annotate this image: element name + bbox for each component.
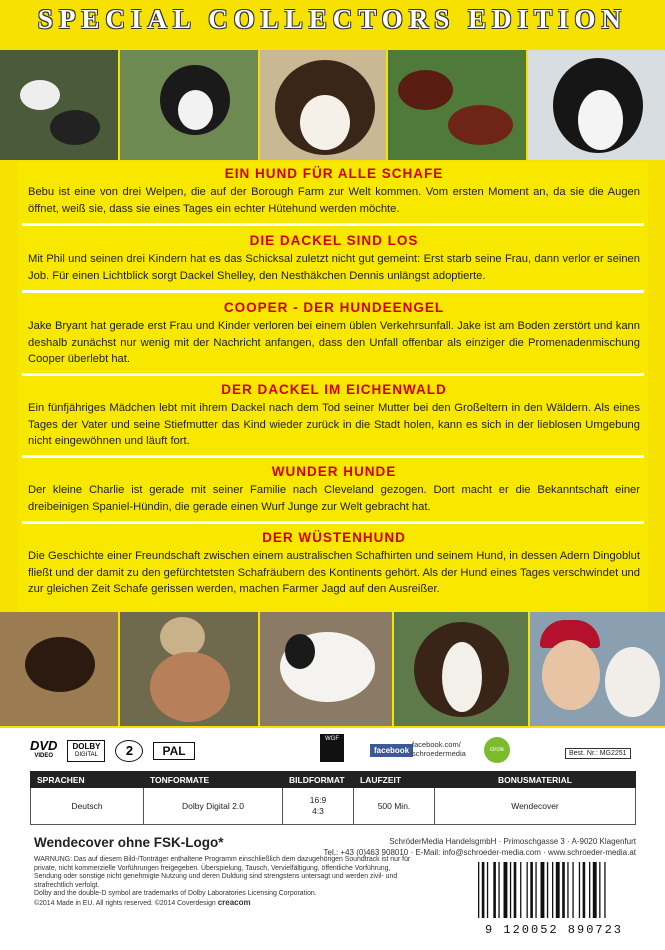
photo-cooper [260, 50, 388, 160]
dolby-logo [67, 740, 105, 762]
synopsis-4 [28, 382, 640, 450]
synopsis-title: WUNDER HUNDE [271, 464, 397, 479]
cell-bonus: Wendecover [435, 788, 636, 825]
barcode-bars [470, 862, 638, 918]
synopsis-title: DER WÜSTENHUND [262, 530, 406, 545]
header-languages: SPRACHEN [31, 772, 144, 788]
cell-picture-format: 16:9 4:3 [283, 788, 354, 825]
dvd-logo [30, 738, 58, 761]
legal-text [34, 856, 414, 909]
synopsis-title: COOPER - DER HUNDEENGEL [223, 300, 445, 315]
synopsis-2 [28, 233, 640, 284]
synopsis-3 [28, 300, 640, 368]
dvd-logo-text: DVD [30, 738, 58, 753]
photo-spaniel [394, 612, 530, 726]
barcode-number: 9 120052 890723 [484, 923, 624, 937]
dolby-logo-text: DOLBY [72, 742, 101, 751]
order-number: Best. Nr.: MG2251 [565, 748, 631, 759]
barcode [470, 862, 638, 937]
format-logos [30, 735, 195, 767]
pal-logo: PAL [153, 742, 194, 760]
facebook-badge [370, 744, 413, 757]
circle-logo-text: circle [489, 747, 504, 753]
tech-specs-table [30, 771, 636, 825]
photo-border-collie [528, 50, 665, 160]
photo-puppies [0, 50, 120, 160]
company-address: SchröderMedia HandelsgmbH · Primoschgasse 3 · A-9020 Klagenfurt [389, 837, 636, 846]
top-photo-strip [0, 50, 665, 160]
synopsis-text: Ein fünfjähriges Mädchen lebt mit ihrem Dackel nach dem Tod seiner Mutter bei den Großeltern in den Wäldern. Als eines Tages der Vater und seine Stiefmutter das Kind wieder zurück in die Stadt holen, kann es sich in der lieblosen Umgebung nicht eingewöhnen und läuft fort. [28, 402, 640, 447]
header-runtime: LAUFZEIT [354, 772, 435, 788]
creacom-logo: creacom [217, 897, 251, 907]
header-audio-formats: TONFORMATE [144, 772, 283, 788]
company-info [312, 836, 636, 858]
synopsis-text: Die Geschichte einer Freundschaft zwischen einem australischen Schafhirten und seinem Hund, in dessen Adern Dingoblut fließt und der damit zu den gefürchtetsten Schafräubern des Kontinents gehört. Als der Hund eines Tages verschwindet und zur gleichen Zeit Schafe gerissen werden, machen Farmer Jagd auf den Ausreißer. [28, 550, 640, 595]
divider [22, 290, 644, 293]
photo-boy-with-dog [530, 612, 665, 726]
photo-kelpie [0, 612, 120, 726]
facebook-logo-text: facebook [374, 746, 410, 755]
region-icon [115, 740, 143, 762]
divider [22, 455, 644, 458]
header-bonus: BONUSMATERIAL [435, 772, 636, 788]
warning-text: WARNUNG: Das auf diesem Bild-/Tonträger enthaltene Programm einschließlich dem dazugehörigen Soundtrack ist nur für private, nicht kommerzielle Vorführungen freigegeben. Überspielung, Tausch, Vervielfältigung, öffentliche Vorführung, Sendung oder sonstige nicht genehmigte Nutzung und deren Duldung sind strengstens untersagt und werden zivil- und strafrechtlich verfolgt. [34, 856, 411, 889]
wgf-logo-text: WGF [325, 736, 339, 742]
edition-title: SPECIAL COLLECTORS EDITION [37, 4, 628, 34]
dvd-logo-sub: VIDEO [34, 753, 54, 759]
synopsis-text: Bebu ist eine von drei Welpen, die auf der Borough Farm zur Welt kommen. Vom ersten Moment an, da sie die Augen öffnet, weiß sie, dass sie eines Tages ein echter Hütehund werden möchte. [28, 186, 640, 215]
copyright-text: ©2014 Made in EU. All rights reserved. ©2014 Coverdesign [34, 899, 216, 907]
synopsis-text: Mit Phil und seinen drei Kindern hat es das Schicksal zuletzt nicht gut gemeint: Erst starb seine Frau, dann verlor er seinen Job. Für einen Lichtblick sorgt Dackel Shelley, den Nesthäkchen Dennis unlängst adoptierte. [28, 253, 640, 282]
synopsis-title: DER DACKEL IM EICHENWALD [221, 382, 447, 397]
cell-languages: Deutsch [31, 788, 144, 825]
facebook-url: facebook.com/ schroedermedia [412, 740, 466, 758]
synopsis-1 [28, 166, 640, 217]
synopsis-text: Der kleine Charlie ist gerade mit seiner Familie nach Cleveland gezogen. Dort macht er die Bekanntschaft einer dreibeinigen Spaniel-Hündin, die gerade einen Wurf Junge zur Welt gebracht hat. [28, 484, 640, 513]
synopsis-5 [28, 464, 640, 515]
photo-collie [120, 50, 260, 160]
cell-runtime: 500 Min. [354, 788, 435, 825]
dolby-trademark: Dolby and the double-D symbol are trademarks of Dolby Laboratories Licensing Corporation. [34, 890, 317, 898]
bottom-photo-strip [0, 612, 665, 726]
top-banner [0, 0, 665, 48]
divider [22, 373, 644, 376]
photo-puppy [260, 612, 394, 726]
synopsis-text: Jake Bryant hat gerade erst Frau und Kinder verloren bei einem üblen Verkehrsunfall. Jake ist am Boden zerstört und kann deshalb zunächst nur wenig mit der Nachricht anfangen, dass den Unfall offenbar als einziger die Promenadenmischung Cooper überlebt hat. [28, 320, 640, 365]
photo-dachshunds [388, 50, 528, 160]
wgf-logo [320, 734, 344, 762]
divider [22, 223, 644, 226]
wendecover-note: Wendecover ohne FSK-Logo* [34, 835, 224, 850]
synopsis-title: EIN HUND FÜR ALLE SCHAFE [224, 166, 444, 181]
company-contact: Tel.: +43 (0)463 908010 · E-Mail: info@schroeder-media.com · www.schroeder-media.at [323, 848, 636, 857]
circle-logo [484, 737, 510, 763]
copyright-line [34, 899, 414, 909]
divider [22, 521, 644, 524]
region-code: 2 [125, 743, 134, 758]
header-picture-format: BILDFORMAT [283, 772, 354, 788]
cell-audio-formats: Dolby Digital 2.0 [144, 788, 283, 825]
synopsis-title: DIE DACKEL SIND LOS [249, 233, 419, 248]
photo-shepherd [120, 612, 260, 726]
dolby-logo-sub: DIGITAL [75, 752, 98, 758]
synopsis-6 [28, 530, 640, 598]
